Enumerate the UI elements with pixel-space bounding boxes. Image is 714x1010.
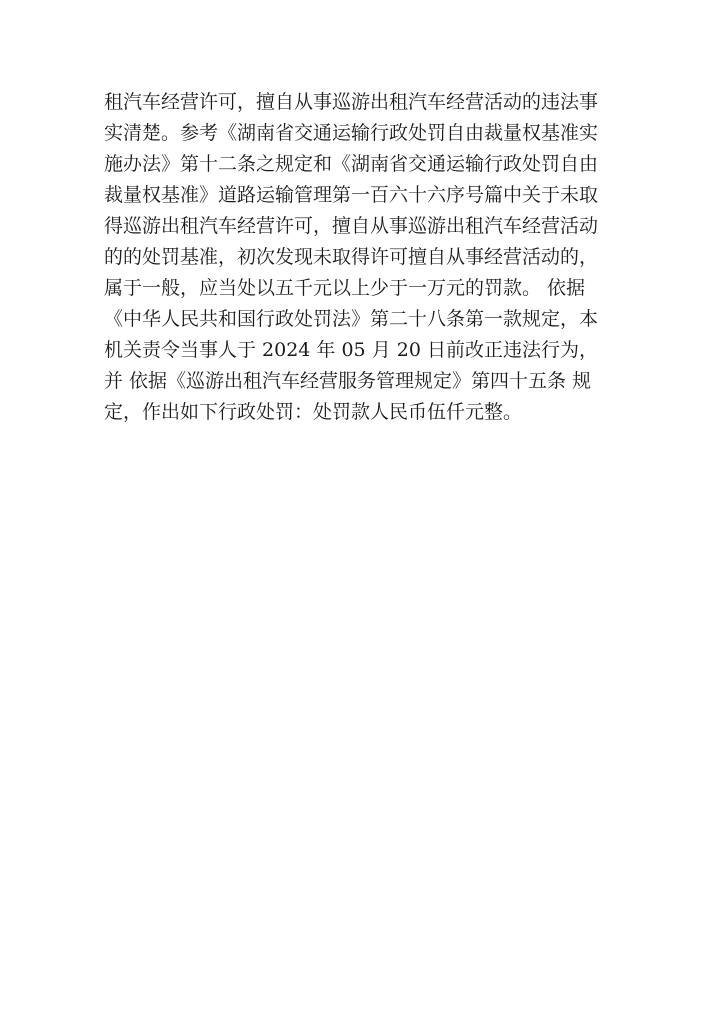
text-line-10: 并 依据《巡游出租汽车经营服务管理规定》第四十五条 规 xyxy=(104,370,592,392)
body-paragraph xyxy=(104,87,624,428)
text-line-8: 《中华人民共和国行政处罚法》第二十八条第一款规定，本 xyxy=(104,308,599,330)
text-line-9: 机关责令当事人于 2024 年 05 月 20 日前改正违法行为， xyxy=(104,339,598,361)
text-line-3: 施办法》第十二条之规定和《湖南省交通运输行政处罚自由 xyxy=(104,153,599,175)
text-line-11: 定，作出如下行政处罚：处罚款人民币伍仟元整。 xyxy=(104,401,523,423)
text-line-6: 的的处罚基准，初次发现未取得许可擅自从事经营活动的， xyxy=(104,246,599,268)
text-line-4: 裁量权基准》道路运输管理第一百六十六序号篇中关于未取 xyxy=(104,184,599,206)
text-line-1: 租汽车经营许可，擅自从事巡游出租汽车经营活动的违法事 xyxy=(104,91,599,113)
text-line-7: 属于一般，应当处以五千元以上少于一万元的罚款。 依据 xyxy=(104,277,586,299)
text-line-5: 得巡游出租汽车经营许可，擅自从事巡游出租汽车经营活动 xyxy=(104,215,599,237)
text-line-2: 实清楚。参考《湖南省交通运输行政处罚自由裁量权基准实 xyxy=(104,122,599,144)
